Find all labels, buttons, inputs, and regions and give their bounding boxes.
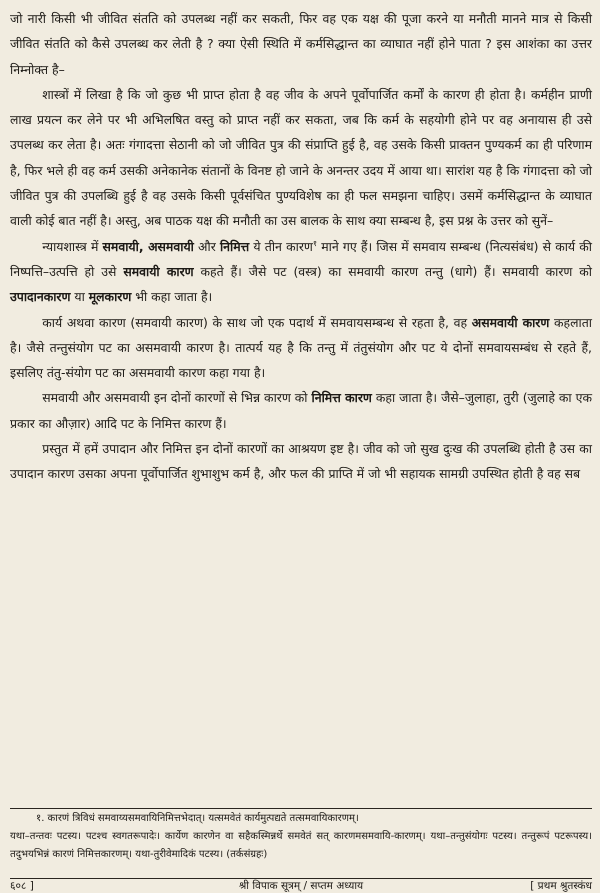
footer-divider: [10, 878, 592, 879]
footnote-line-2: यथा–तन्तवः पटस्य। पटश्च स्वगतरूपादेः। कार्येण कारणेन वा सहैकस्मिन्नर्थे समवेतं सत् कारणमसमवायि-कारणम्। यथा–तन्तुसंयोगः पटस्य। तन्तुरूपं पटरूपस्य। तदुभयभिन्नं कारणं निमित्तकारणम्। यथा-तुरीवेमादिकं पटस्य। (तर्कसंग्रहः): [10, 831, 592, 860]
paragraph-4: [10, 310, 592, 386]
bold-term: समवायी, असमवायी: [102, 238, 194, 254]
text-run: या: [70, 289, 89, 305]
text-run: समवायी और असमवायी इन दोनों कारणों से भिन्न कारण को: [42, 390, 312, 406]
text-run: कहते हैं। जैसे पट (वस्त्र) का समवायी कारण तन्तु (धागे) हैं। समवायी कारण को: [193, 263, 592, 279]
bold-term: असमवायी कारण: [471, 314, 550, 330]
footnote-divider: [10, 808, 592, 809]
paragraph-3: [10, 234, 592, 310]
paragraph-5: [10, 385, 592, 436]
footnote-marker: १: [312, 238, 318, 248]
paragraph-1: जो नारी किसी भी जीवित संतति को उपलब्ध नहीं कर सकती, फिर वह एक यक्ष की पूजा करने या मनौती मानने मात्र से किसी जीवित संतति को कैसे उपलब्ध कर लेती है ? क्या ऐसी स्थिति में कर्मसिद्धान्त का व्याघात नहीं होने पाता ? इस आशंका का उत्तर निम्नोक्त है–: [10, 11, 592, 77]
text-run: और: [193, 238, 220, 254]
bold-term: उपादानकारण: [10, 289, 71, 305]
page-number: ६०८ ]: [10, 880, 34, 892]
text-run: ये तीन कारण: [249, 238, 313, 254]
bold-term: निमित्त कारण: [311, 390, 372, 406]
text-run: न्यायशास्त्र में: [42, 238, 103, 254]
footnote-line-1: १. कारणं त्रिविधं समवाय्यसमवायिनिमित्तभेदात्। यत्समवेतं कार्यमुत्पद्यते तत्समवायिकारणम्।: [36, 813, 359, 824]
bold-term: मूलकारण: [88, 289, 132, 305]
text-run: भी कहा जाता है।: [131, 289, 213, 305]
text-run: कहलाता है। जैसे तन्तुसंयोग पट का असमवायी कारण है। तात्पर्य यह है कि तन्तु में तंतुसंयोग और पट ये दोनों समवायसम्बंध से रहते हैं, इसलिए तंतु-संयोग पट का असमवायी कारण कहा गया है।: [10, 314, 593, 381]
main-text: [10, 6, 592, 487]
footnote: [10, 810, 592, 864]
book-title: श्री विपाक सूत्रम् / सप्तम अध्याय: [238, 880, 364, 892]
bold-term: निमित्त: [219, 238, 250, 254]
bold-term: समवायी कारण: [123, 263, 194, 279]
paragraph-2: शास्त्रों में लिखा है कि जो कुछ भी प्राप्त होता है वह जीव के अपने पूर्वोपार्जित कर्मों के कारण ही होता है। कर्महीन प्राणी लाख प्रयत्न कर लेने पर भी अभिलषित वस्तु को प्राप्त नहीं कर सकता, जब कि कर्म के सहयोगी होने पर वह अनायास ही उसे उपलब्ध कर लेता है। अतः गंगादत्ता सेठानी को जो जीवित पुत्र की संप्राप्ति हुई है, वह उसके किसी प्राक्तन पुण्यकर्म का ही परिणाम है, फिर भले ही वह कर्म उसकी अनेकानेक संतानों के विनष्ट हो जाने के अनन्तर उदय में आया था। सारांश यह है कि गंगादत्ता को जो जीवित पुत्र की उपलब्धि हुई है वह उसके किसी पूर्वसंचित पुण्यविशेष का ही फल समझना चाहिए। उसमें कर्मसिद्धान्त के व्याघात वाली कोई बात नहीं है। अस्तु, अब पाठक यक्ष की मनौती का उस बालक के साथ क्या सम्बन्ध है, इस प्रश्न के उत्तर को सुनें–: [10, 86, 592, 229]
section-name: [ प्रथम श्रुतस्कंध: [530, 880, 592, 892]
text-run: माने गए हैं। जिस में समवाय सम्बन्ध (नित्यसंबंध) से कार्य की निष्पत्ति–उत्पत्ति हो उसे: [10, 238, 593, 279]
text-run: कहा जाता है। जैसे–जुलाहा, तुरी (जुलाहे का एक प्रकार का औज़ार) आदि पट के निमित्त कारण हैं।: [10, 390, 592, 431]
text-run: कार्य अथवा कारण (समवायी कारण) के साथ जो एक पदार्थ में समवायसम्बन्ध से रहता है, वह: [42, 314, 472, 330]
paragraph-6: प्रस्तुत में हमें उपादान और निमित्त इन दोनों कारणों का आश्रयण इष्ट है। जीव को जो सुख दुःख की उपलब्धि होती है उस का उपादान कारण उसका अपना पूर्वोपार्जित शुभाशुभ कर्म है, और फल की प्राप्ति में जो भी सहायक सामग्री उपस्थित होती है वह सब: [10, 441, 592, 482]
